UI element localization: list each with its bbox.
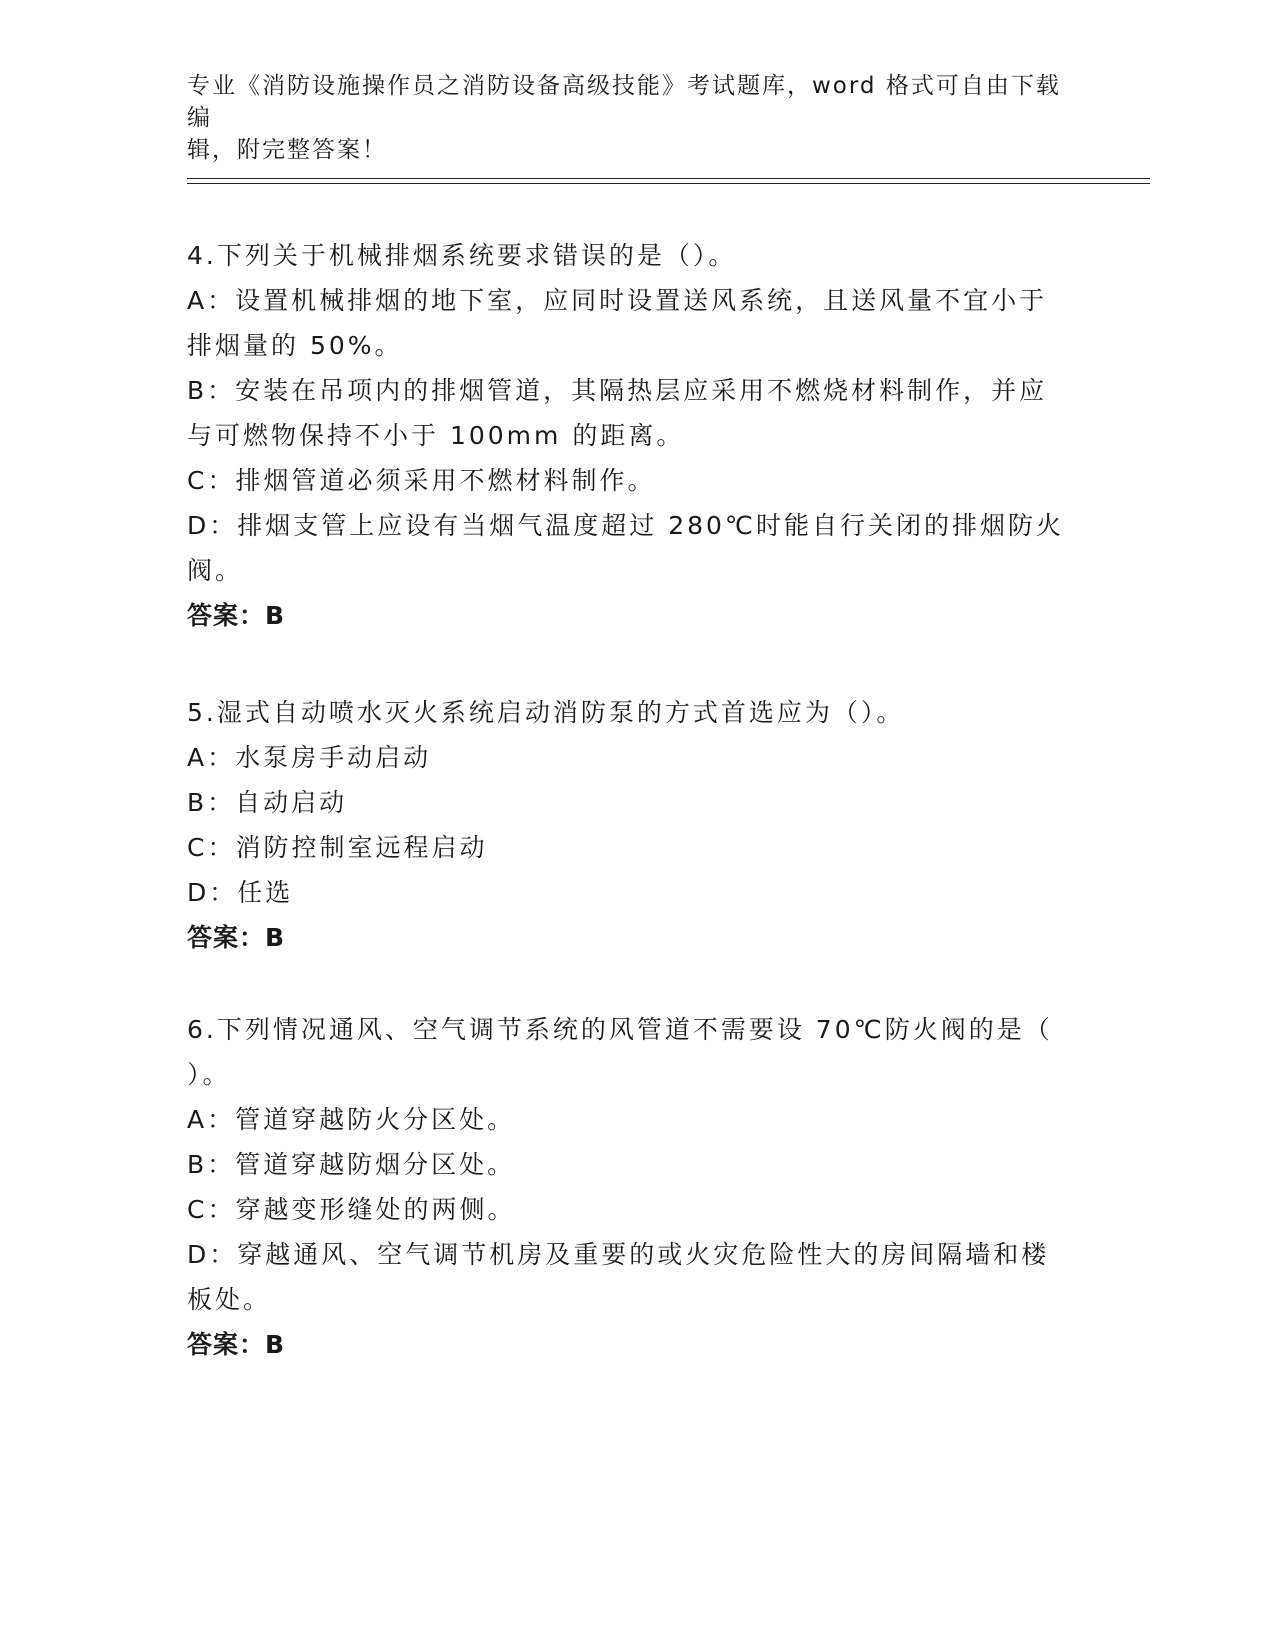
header-line: 专业《消防设施操作员之消防设备高级技能》考试题库，word 格式可自由下载编 — [187, 73, 1061, 131]
header-line: 辑，附完整答案！ — [187, 137, 387, 163]
question-block — [187, 690, 1067, 960]
option-a: A：管道穿越防火分区处。 — [187, 1105, 516, 1134]
option-d: D：任选 — [187, 878, 294, 907]
option-c: C：消防控制室远程启动 — [187, 833, 488, 862]
option-b: B：安装在吊项内的排烟管道，其隔热层应采用不燃烧材料制作，并应 — [187, 376, 1048, 405]
option-c: C：排烟管道必须采用不燃材料制作。 — [187, 466, 656, 495]
question-stem: 4.下列关于机械排烟系统要求错误的是（）。 — [187, 241, 737, 270]
option-b: B：自动启动 — [187, 788, 348, 817]
option-b-continued: 与可燃物保持不小于 100mm 的距离。 — [187, 421, 685, 450]
option-a: A：水泵房手动启动 — [187, 743, 432, 772]
option-a: A：设置机械排烟的地下室，应同时设置送风系统，且送风量不宜小于 — [187, 286, 1048, 315]
answer-label: 答案：B — [187, 923, 286, 952]
option-d: D：排烟支管上应设有当烟气温度超过 280℃时能自行关闭的排烟防火 — [187, 511, 1064, 540]
option-d: D：穿越通风、空气调节机房及重要的或火灾危险性大的房间隔墙和楼 — [187, 1240, 1050, 1269]
answer-label: 答案：B — [187, 1330, 286, 1359]
option-a-continued: 排烟量的 50%。 — [187, 331, 403, 360]
answer-label: 答案：B — [187, 601, 286, 630]
option-d-continued: 阀。 — [187, 556, 244, 585]
option-c: C：穿越变形缝处的两侧。 — [187, 1195, 516, 1224]
header-divider — [187, 183, 1150, 184]
question-block — [187, 233, 1067, 638]
option-b: B：管道穿越防烟分区处。 — [187, 1150, 516, 1179]
question-stem-continued: ）。 — [187, 1060, 231, 1089]
header-divider — [187, 178, 1150, 179]
question-stem: 6.下列情况通风、空气调节系统的风管道不需要设 70℃防火阀的是（ — [187, 1015, 1053, 1044]
option-d-continued: 板处。 — [187, 1285, 272, 1314]
document-header — [187, 70, 1067, 166]
question-block — [187, 1007, 1067, 1367]
question-stem: 5.湿式自动喷水灭火系统启动消防泵的方式首选应为（）。 — [187, 698, 905, 727]
